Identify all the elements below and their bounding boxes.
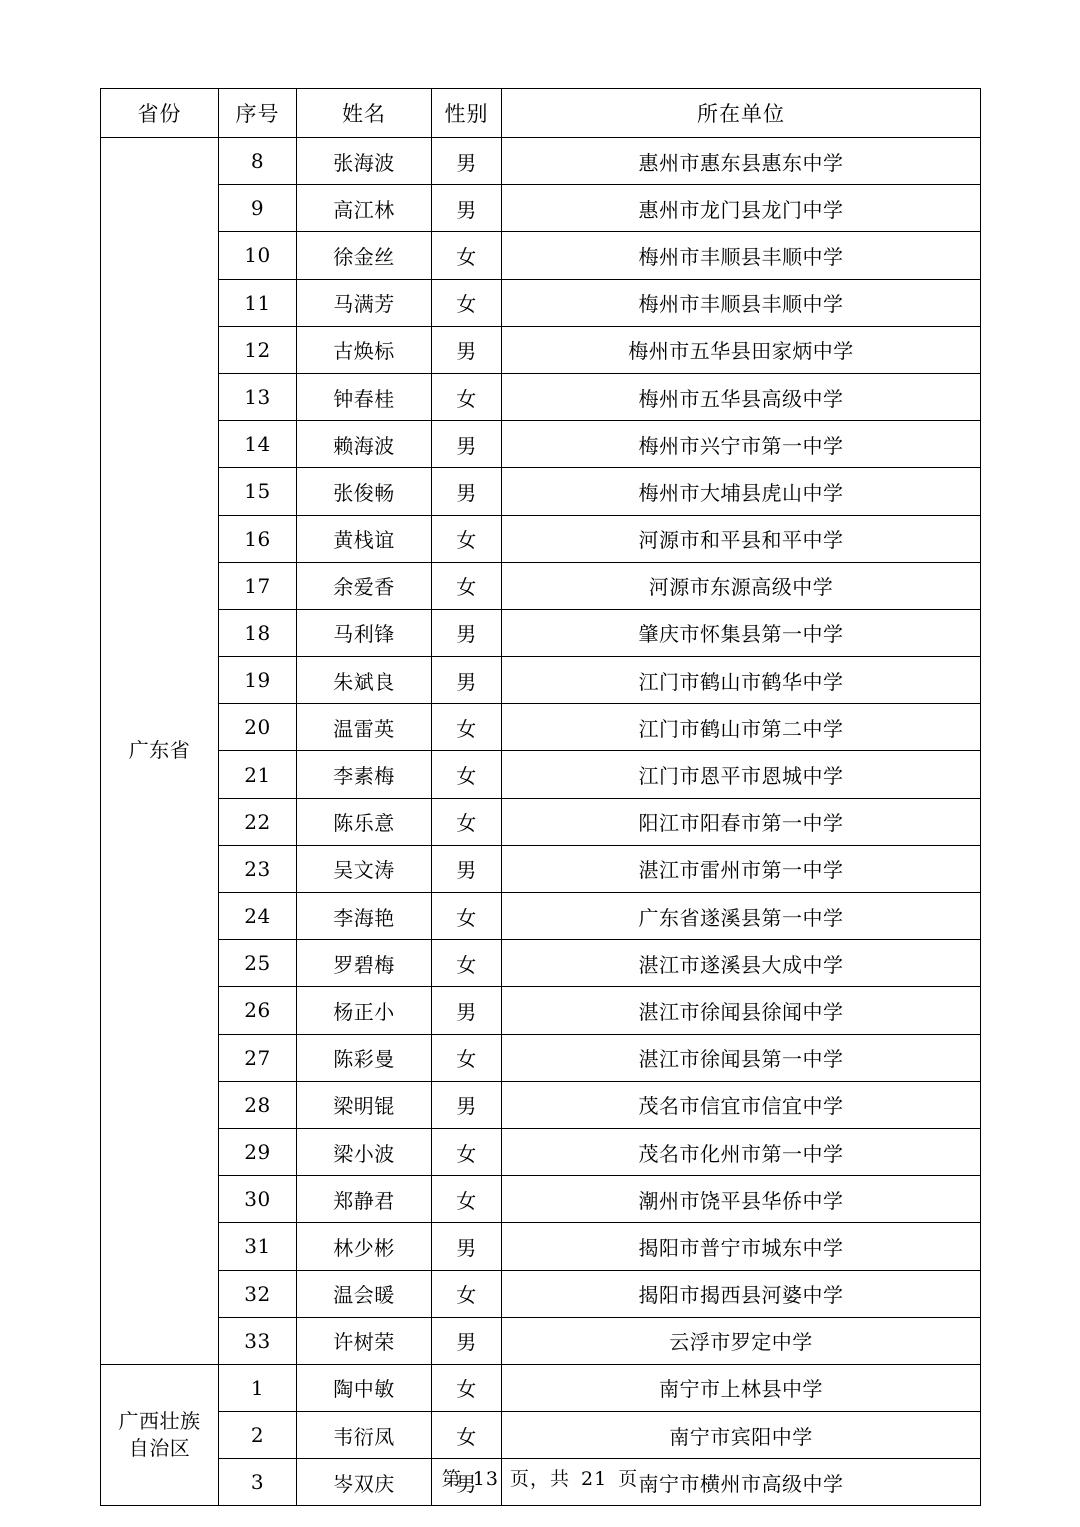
footer-suffix: 页	[618, 1468, 639, 1490]
table-row	[101, 1176, 981, 1223]
row-unit-cell: 梅州市兴宁市第一中学	[502, 421, 981, 468]
column-header-name: 姓名	[297, 89, 432, 138]
row-unit-cell: 南宁市上林县中学	[502, 1364, 981, 1411]
table-row	[101, 893, 981, 940]
table-row	[101, 373, 981, 420]
row-index-cell: 12	[219, 326, 297, 373]
row-unit-cell: 江门市鹤山市鹤华中学	[502, 657, 981, 704]
row-unit-cell: 广东省遂溪县第一中学	[502, 893, 981, 940]
table-row	[101, 515, 981, 562]
row-name-cell: 梁明锟	[297, 1081, 432, 1128]
row-name-cell: 温会暖	[297, 1270, 432, 1317]
column-header-unit: 所在单位	[502, 89, 981, 138]
row-sex-cell: 女	[432, 515, 502, 562]
row-name-cell: 钟春桂	[297, 373, 432, 420]
row-index-cell: 19	[219, 657, 297, 704]
row-name-cell: 赖海波	[297, 421, 432, 468]
row-index-cell: 11	[219, 279, 297, 326]
table-header-row	[101, 89, 981, 138]
row-unit-cell: 河源市东源高级中学	[502, 562, 981, 609]
row-sex-cell: 男	[432, 1317, 502, 1364]
row-unit-cell: 江门市鹤山市第二中学	[502, 704, 981, 751]
row-unit-cell: 潮州市饶平县华侨中学	[502, 1176, 981, 1223]
roster-table	[100, 88, 981, 1506]
row-name-cell: 陶中敏	[297, 1364, 432, 1411]
footer-page-number: 13	[472, 1468, 499, 1490]
row-sex-cell: 男	[432, 1459, 502, 1506]
row-name-cell: 徐金丝	[297, 232, 432, 279]
table-row	[101, 1128, 981, 1175]
row-sex-cell: 男	[432, 326, 502, 373]
row-name-cell: 李素梅	[297, 751, 432, 798]
row-index-cell: 25	[219, 940, 297, 987]
row-index-cell: 10	[219, 232, 297, 279]
table-row	[101, 1364, 981, 1411]
row-name-cell: 许树荣	[297, 1317, 432, 1364]
row-name-cell: 罗碧梅	[297, 940, 432, 987]
row-name-cell: 马利锋	[297, 609, 432, 656]
row-sex-cell: 男	[432, 185, 502, 232]
row-unit-cell: 惠州市龙门县龙门中学	[502, 185, 981, 232]
row-sex-cell: 女	[432, 373, 502, 420]
table-row	[101, 798, 981, 845]
table-row	[101, 751, 981, 798]
row-sex-cell: 男	[432, 468, 502, 515]
row-name-cell: 李海艳	[297, 893, 432, 940]
row-index-cell: 15	[219, 468, 297, 515]
row-index-cell: 17	[219, 562, 297, 609]
row-index-cell: 31	[219, 1223, 297, 1270]
row-sex-cell: 女	[432, 1176, 502, 1223]
page-footer	[0, 1464, 1080, 1491]
table-row	[101, 562, 981, 609]
row-index-cell: 18	[219, 609, 297, 656]
table-row	[101, 704, 981, 751]
row-name-cell: 黄栈谊	[297, 515, 432, 562]
row-index-cell: 28	[219, 1081, 297, 1128]
row-sex-cell: 男	[432, 657, 502, 704]
table-row	[101, 1317, 981, 1364]
row-name-cell: 吴文涛	[297, 845, 432, 892]
table-row	[101, 138, 981, 185]
table-row	[101, 1412, 981, 1459]
row-name-cell: 岑双庆	[297, 1459, 432, 1506]
footer-total-pages: 21	[581, 1468, 608, 1490]
row-unit-cell: 揭阳市揭西县河婆中学	[502, 1270, 981, 1317]
row-index-cell: 16	[219, 515, 297, 562]
row-sex-cell: 男	[432, 609, 502, 656]
table-row	[101, 279, 981, 326]
table-row	[101, 940, 981, 987]
row-unit-cell: 梅州市五华县田家炳中学	[502, 326, 981, 373]
column-header-index: 序号	[219, 89, 297, 138]
table-row	[101, 468, 981, 515]
row-sex-cell: 女	[432, 893, 502, 940]
row-unit-cell: 云浮市罗定中学	[502, 1317, 981, 1364]
row-sex-cell: 女	[432, 751, 502, 798]
table-row	[101, 845, 981, 892]
row-name-cell: 张俊畅	[297, 468, 432, 515]
row-sex-cell: 女	[432, 232, 502, 279]
row-sex-cell: 男	[432, 1081, 502, 1128]
footer-prefix: 第	[441, 1468, 462, 1490]
row-sex-cell: 女	[432, 798, 502, 845]
row-sex-cell: 女	[432, 1034, 502, 1081]
column-header-province: 省份	[101, 89, 219, 138]
row-name-cell: 郑静君	[297, 1176, 432, 1223]
row-unit-cell: 梅州市大埔县虎山中学	[502, 468, 981, 515]
row-unit-cell: 湛江市雷州市第一中学	[502, 845, 981, 892]
row-unit-cell: 南宁市横州市高级中学	[502, 1459, 981, 1506]
row-unit-cell: 湛江市徐闻县第一中学	[502, 1034, 981, 1081]
row-index-cell: 24	[219, 893, 297, 940]
row-unit-cell: 梅州市五华县高级中学	[502, 373, 981, 420]
row-index-cell: 20	[219, 704, 297, 751]
row-name-cell: 韦衍凤	[297, 1412, 432, 1459]
row-index-cell: 14	[219, 421, 297, 468]
table-row	[101, 421, 981, 468]
row-index-cell: 3	[219, 1459, 297, 1506]
row-index-cell: 32	[219, 1270, 297, 1317]
row-index-cell: 29	[219, 1128, 297, 1175]
row-index-cell: 8	[219, 138, 297, 185]
table-row	[101, 185, 981, 232]
row-sex-cell: 女	[432, 1364, 502, 1411]
row-index-cell: 26	[219, 987, 297, 1034]
row-sex-cell: 男	[432, 845, 502, 892]
table-row	[101, 1270, 981, 1317]
row-unit-cell: 阳江市阳春市第一中学	[502, 798, 981, 845]
row-unit-cell: 惠州市惠东县惠东中学	[502, 138, 981, 185]
table-row	[101, 1034, 981, 1081]
row-index-cell: 27	[219, 1034, 297, 1081]
row-index-cell: 2	[219, 1412, 297, 1459]
table-row	[101, 657, 981, 704]
row-sex-cell: 女	[432, 1270, 502, 1317]
row-unit-cell: 湛江市遂溪县大成中学	[502, 940, 981, 987]
footer-middle: 页，共	[509, 1468, 570, 1490]
row-sex-cell: 女	[432, 562, 502, 609]
table-header	[101, 89, 981, 138]
row-sex-cell: 女	[432, 279, 502, 326]
row-name-cell: 马满芳	[297, 279, 432, 326]
row-name-cell: 陈彩曼	[297, 1034, 432, 1081]
row-index-cell: 21	[219, 751, 297, 798]
row-unit-cell: 茂名市信宜市信宜中学	[502, 1081, 981, 1128]
column-header-sex: 性别	[432, 89, 502, 138]
table-row	[101, 1223, 981, 1270]
row-name-cell: 高江林	[297, 185, 432, 232]
province-cell: 广东省	[101, 138, 219, 1365]
table-row	[101, 326, 981, 373]
row-name-cell: 朱斌良	[297, 657, 432, 704]
row-sex-cell: 男	[432, 1223, 502, 1270]
table-body	[101, 138, 981, 1506]
row-index-cell: 30	[219, 1176, 297, 1223]
row-name-cell: 林少彬	[297, 1223, 432, 1270]
row-name-cell: 古焕标	[297, 326, 432, 373]
row-sex-cell: 男	[432, 138, 502, 185]
row-name-cell: 余爱香	[297, 562, 432, 609]
row-name-cell: 温雷英	[297, 704, 432, 751]
table-row	[101, 609, 981, 656]
row-name-cell: 陈乐意	[297, 798, 432, 845]
row-index-cell: 9	[219, 185, 297, 232]
row-unit-cell: 河源市和平县和平中学	[502, 515, 981, 562]
row-name-cell: 梁小波	[297, 1128, 432, 1175]
row-unit-cell: 江门市恩平市恩城中学	[502, 751, 981, 798]
row-sex-cell: 女	[432, 940, 502, 987]
row-sex-cell: 女	[432, 1128, 502, 1175]
province-cell: 广西壮族 自治区	[101, 1364, 219, 1506]
table-row	[101, 987, 981, 1034]
row-index-cell: 23	[219, 845, 297, 892]
row-sex-cell: 女	[432, 704, 502, 751]
row-index-cell: 22	[219, 798, 297, 845]
row-sex-cell: 男	[432, 421, 502, 468]
row-index-cell: 1	[219, 1364, 297, 1411]
row-unit-cell: 湛江市徐闻县徐闻中学	[502, 987, 981, 1034]
row-unit-cell: 南宁市宾阳中学	[502, 1412, 981, 1459]
row-name-cell: 张海波	[297, 138, 432, 185]
row-unit-cell: 茂名市化州市第一中学	[502, 1128, 981, 1175]
row-index-cell: 33	[219, 1317, 297, 1364]
row-name-cell: 杨正小	[297, 987, 432, 1034]
table-row	[101, 1081, 981, 1128]
row-index-cell: 13	[219, 373, 297, 420]
row-sex-cell: 女	[432, 1412, 502, 1459]
row-unit-cell: 梅州市丰顺县丰顺中学	[502, 232, 981, 279]
table-row	[101, 232, 981, 279]
row-unit-cell: 揭阳市普宁市城东中学	[502, 1223, 981, 1270]
row-unit-cell: 肇庆市怀集县第一中学	[502, 609, 981, 656]
row-sex-cell: 男	[432, 987, 502, 1034]
row-unit-cell: 梅州市丰顺县丰顺中学	[502, 279, 981, 326]
